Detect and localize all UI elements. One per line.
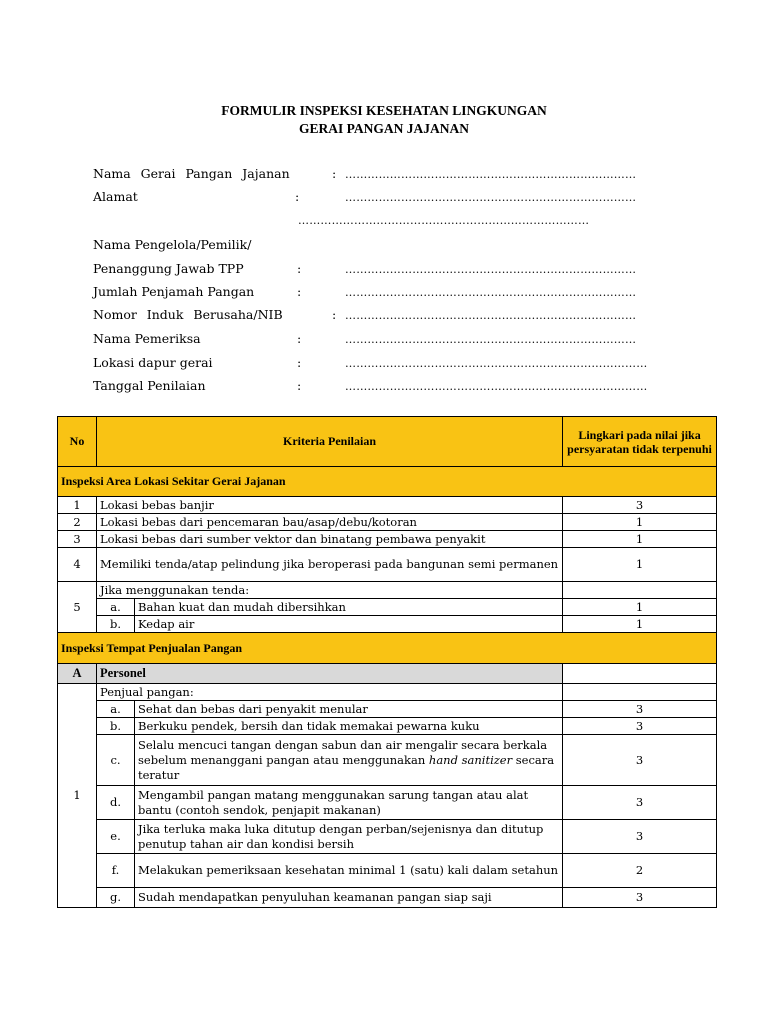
row-criteria: Lokasi bebas dari pencemaran bau/asap/debu/kotoran [97,514,563,531]
field-blank-lokasi-dapur[interactable]: ……………………………………………………………………… [345,357,648,370]
criteria-text: Selalu mencuci tangan dengan sabun dan air mengalir secara berkala sebelum menanggani pangan atau menggunakan [138,737,548,767]
score-value[interactable]: 2 [563,854,717,888]
score-value[interactable]: 3 [563,718,717,735]
row-criteria: Melakukan pemeriksaan kesehatan minimal 1 (satu) kali dalam setahun [135,854,563,888]
table-row [58,548,717,582]
field-label-pengelola: Nama Pengelola/Pemilik/ [93,237,252,252]
table-row [58,701,717,718]
table-row [58,718,717,735]
field-colon: : [297,261,302,276]
row-criteria: Lokasi bebas dari sumber vektor dan binatang pembawa penyakit [97,531,563,548]
score-value[interactable]: 3 [563,701,717,718]
field-colon: : [297,331,302,346]
field-blank-tanggal[interactable]: ……………………………………………………………………… [345,380,648,393]
header-criteria: Kriteria Penilaian [97,417,563,467]
field-colon: : [332,166,337,181]
field-blank-jumlah-penjamah[interactable]: …………………………………………………………………… [345,286,637,299]
row-letter: c. [97,735,135,786]
row-criteria: Sehat dan bebas dari penyakit menular [135,701,563,718]
row-letter: a. [97,701,135,718]
field-blank-nama-gerai[interactable]: …………………………………………………………………… [345,168,637,181]
form-subtitle: GERAI PANGAN JAJANAN [299,121,469,136]
score-value[interactable]: 1 [563,514,717,531]
row-criteria: Lokasi bebas banjir [97,497,563,514]
field-blank-nib[interactable]: …………………………………………………………………… [345,309,637,322]
row-letter: f. [97,854,135,888]
table-row [58,854,717,888]
row-letter: a. [97,599,135,616]
inspection-table [57,416,717,908]
section-title: Inspeksi Area Lokasi Sekitar Gerai Jajanan [58,467,717,497]
score-value[interactable]: 1 [563,616,717,633]
section-header [58,467,717,497]
field-blank-alamat-2[interactable]: …………………………………………………………………… [298,214,590,227]
subsection-title: Personel [97,664,563,684]
field-colon: : [332,307,337,322]
table-row [58,616,717,633]
score-value[interactable]: 1 [563,599,717,616]
subsection-letter: A [58,664,97,684]
score-empty [563,684,717,701]
row-criteria: Kedap air [135,616,563,633]
field-label-nama-gerai: Nama Gerai Pangan Jajanan [93,166,290,181]
row-letter: b. [97,616,135,633]
table-header-row [58,417,717,467]
field-label-nib: Nomor Induk Berusaha/NIB [93,307,283,322]
table-row [58,735,717,786]
table-row [58,888,717,908]
field-label-lokasi-dapur: Lokasi dapur gerai [93,355,213,370]
table-row [58,684,717,701]
row-intro: Penjual pangan: [97,684,563,701]
table-row [58,820,717,854]
row-criteria: Memiliki tenda/atap pelindung jika beroperasi pada bangunan semi permanen [97,548,563,582]
field-colon: : [297,284,302,299]
field-blank-pemeriksa[interactable]: …………………………………………………………………… [345,333,637,346]
field-colon: : [297,378,302,393]
score-value[interactable]: 3 [563,735,717,786]
score-value[interactable]: 3 [563,786,717,820]
row-letter: d. [97,786,135,820]
row-no: 2 [58,514,97,531]
row-criteria: Sudah mendapatkan penyuluhan keamanan pangan siap saji [135,888,563,908]
score-empty [563,664,717,684]
form-title: FORMULIR INSPEKSI KESEHATAN LINGKUNGAN [221,103,547,118]
section-header [58,633,717,664]
field-label-pemeriksa: Nama Pemeriksa [93,331,201,346]
row-criteria: Berkuku pendek, bersih dan tidak memakai pewarna kuku [135,718,563,735]
row-no: 1 [58,684,97,908]
subsection-row [58,664,717,684]
score-value[interactable]: 3 [563,820,717,854]
table-row [58,497,717,514]
field-blank-alamat[interactable]: …………………………………………………………………… [345,191,637,204]
field-label-penanggung-jawab: Penanggung Jawab TPP [93,261,244,276]
row-no: 5 [58,582,97,633]
row-letter: b. [97,718,135,735]
row-criteria [135,735,563,786]
score-empty [563,582,717,599]
table-row [58,531,717,548]
field-blank-penanggung-jawab[interactable]: …………………………………………………………………… [345,263,637,276]
field-colon: : [295,189,300,204]
field-label-alamat: Alamat [93,189,138,204]
criteria-text: secara teratur [138,752,555,782]
score-value[interactable]: 1 [563,531,717,548]
table-row [58,599,717,616]
row-no: 3 [58,531,97,548]
section-title: Inspeksi Tempat Penjualan Pangan [58,633,717,664]
row-no: 4 [58,548,97,582]
row-criteria: Jika terluka maka luka ditutup dengan perban/sejenisnya dan ditutup penutup tahan air dan kondisi bersih [135,820,563,854]
header-no: No [58,417,97,467]
header-score: Lingkari pada nilai jika persyaratan tidak terpenuhi [563,417,717,467]
table-row [58,582,717,599]
table-row [58,514,717,531]
field-colon: : [297,355,302,370]
criteria-italic-term: hand sanitizer [428,752,513,767]
field-label-jumlah-penjamah: Jumlah Penjamah Pangan [93,284,255,299]
row-no: 1 [58,497,97,514]
score-value[interactable]: 3 [563,497,717,514]
row-criteria: Mengambil pangan matang menggunakan sarung tangan atau alat bantu (contoh sendok, penjapit makanan) [135,786,563,820]
row-letter: e. [97,820,135,854]
table-row [58,786,717,820]
field-label-tanggal: Tanggal Penilaian [93,378,206,393]
row-criteria: Bahan kuat dan mudah dibersihkan [135,599,563,616]
row-intro: Jika menggunakan tenda: [97,582,563,599]
score-value[interactable]: 3 [563,888,717,908]
row-letter: g. [97,888,135,908]
score-value[interactable]: 1 [563,548,717,582]
